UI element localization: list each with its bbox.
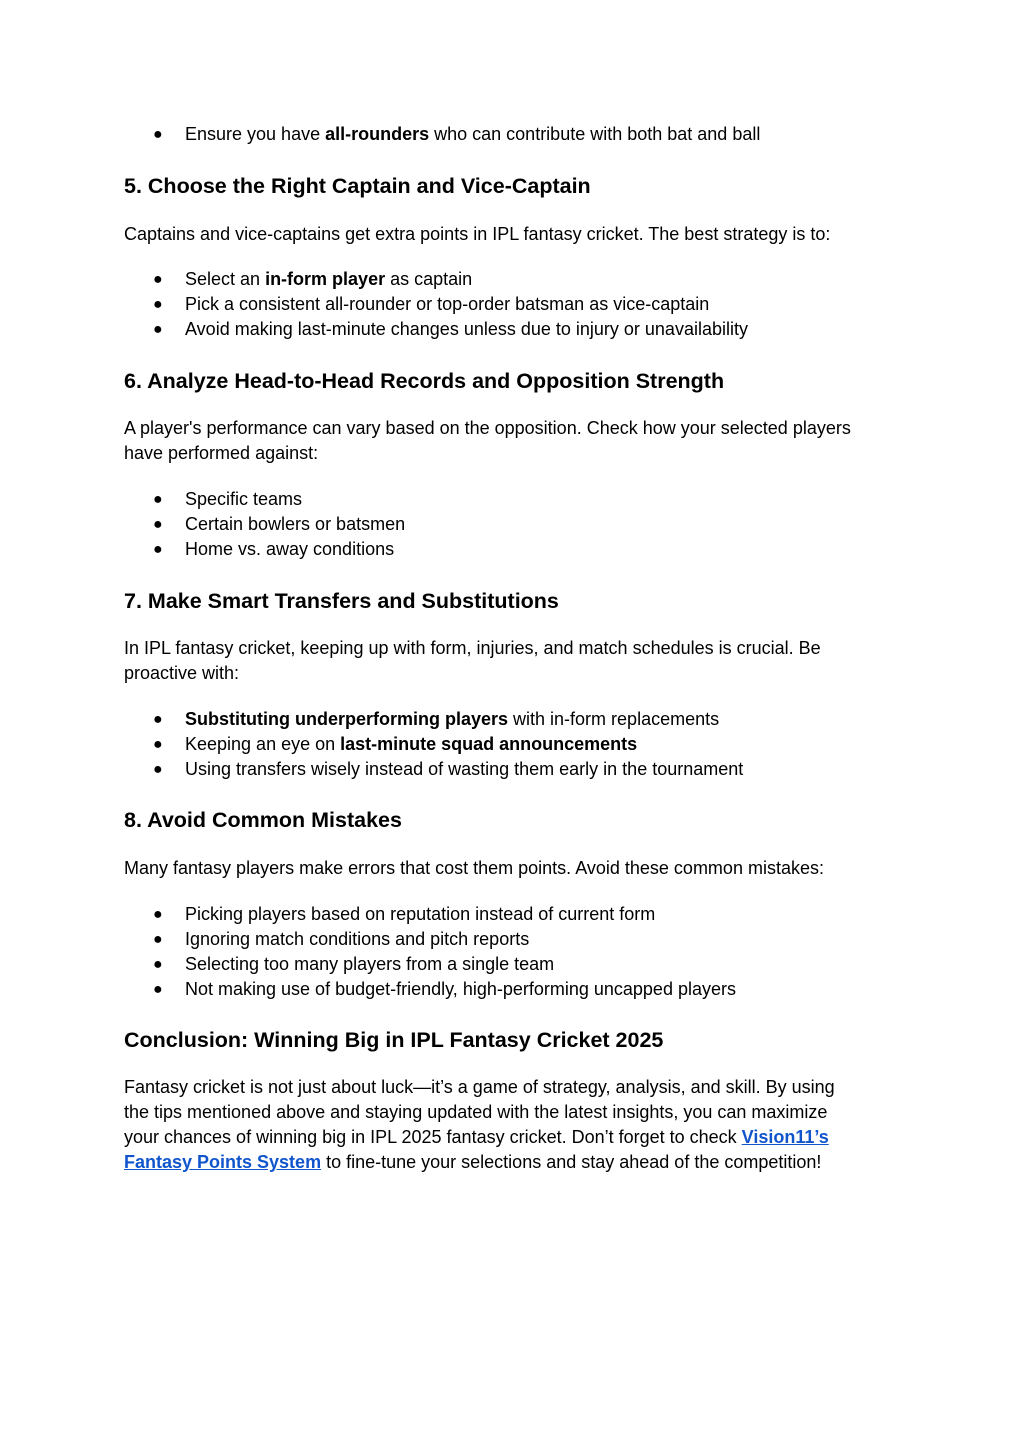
bullet-icon: ● — [153, 736, 163, 753]
bullet-icon: ● — [153, 981, 163, 998]
section-7-intro: In IPL fantasy cricket, keeping up with form, injuries, and match schedules is crucial. Be proactive with: — [124, 638, 821, 683]
section-5-list — [124, 267, 748, 342]
list-item: ● Substituting underperforming players with in-form replacements — [124, 707, 743, 732]
list-item: ● Ensure you have all-rounders who can contribute with both bat and ball — [124, 122, 760, 147]
bullet-icon: ● — [153, 126, 163, 143]
section-5-intro: Captains and vice-captains get extra points in IPL fantasy cricket. The best strategy is to: — [124, 224, 831, 244]
section-6-list — [124, 487, 405, 562]
bullet-icon: ● — [153, 296, 163, 313]
bullet-icon: ● — [153, 516, 163, 533]
list-item: ● Not making use of budget-friendly, high-performing uncapped players — [124, 977, 736, 1002]
bullet-icon: ● — [153, 906, 163, 923]
bullet-icon: ● — [153, 956, 163, 973]
list-item: ● Specific teams — [124, 487, 405, 512]
list-item: ● Keeping an eye on last-minute squad announcements — [124, 732, 743, 757]
bullet-icon: ● — [153, 271, 163, 288]
list-item: ● Home vs. away conditions — [124, 537, 405, 562]
bullet-icon: ● — [153, 711, 163, 728]
bullet-icon: ● — [153, 491, 163, 508]
section-8-intro: Many fantasy players make errors that cost them points. Avoid these common mistakes: — [124, 858, 824, 878]
section-7-list — [124, 707, 743, 782]
list-item: ● Avoid making last-minute changes unless due to injury or unavailability — [124, 317, 748, 342]
list-item: ● Selecting too many players from a single team — [124, 952, 736, 977]
top-bullet-list — [124, 122, 760, 147]
list-item: ● Ignoring match conditions and pitch reports — [124, 927, 736, 952]
bullet-icon: ● — [153, 541, 163, 558]
bullet-icon: ● — [153, 931, 163, 948]
section-6-heading: 6. Analyze Head-to-Head Records and Opposition Strength — [124, 369, 725, 393]
list-item: ● Picking players based on reputation instead of current form — [124, 902, 736, 927]
list-item: ● Pick a consistent all-rounder or top-order batsman as vice-captain — [124, 292, 748, 317]
section-5-heading: 5. Choose the Right Captain and Vice-Captain — [124, 174, 591, 198]
bullet-icon: ● — [153, 321, 163, 338]
vision11-points-link[interactable]: Vision11’s Fantasy Points System — [124, 1127, 829, 1172]
section-7-heading: 7. Make Smart Transfers and Substitutions — [124, 589, 559, 613]
section-8-list — [124, 902, 736, 1002]
list-item: ● Certain bowlers or batsmen — [124, 512, 405, 537]
list-item: ● Using transfers wisely instead of wasting them early in the tournament — [124, 757, 743, 782]
bullet-icon: ● — [153, 761, 163, 778]
conclusion-paragraph: Fantasy cricket is not just about luck—it’s a game of strategy, analysis, and skill. By using the tips mentioned above and staying updated with the latest insights, you can maximize your chances of winning big in IPL 2025 fantasy cricket. Don’t forget to check Vision11’s Fantasy Points System to fine-tune your selections and stay ahead of the competition! — [124, 1077, 835, 1172]
list-item: ● Select an in-form player as captain — [124, 267, 748, 292]
section-8-heading: 8. Avoid Common Mistakes — [124, 808, 402, 832]
conclusion-heading: Conclusion: Winning Big in IPL Fantasy Cricket 2025 — [124, 1028, 664, 1052]
section-6-intro: A player's performance can vary based on the opposition. Check how your selected players have performed against: — [124, 418, 851, 463]
